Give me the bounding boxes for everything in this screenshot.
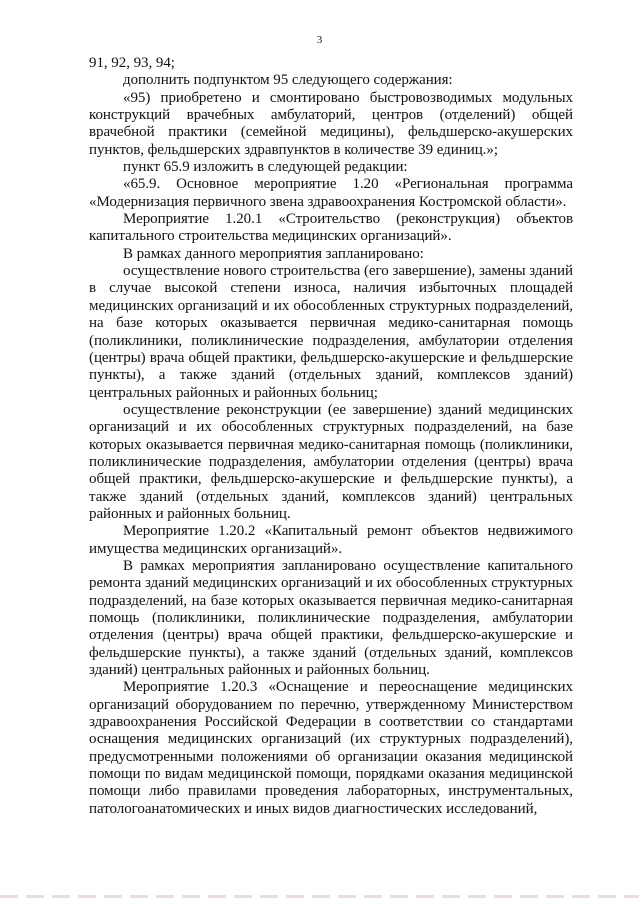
- paragraph-9: осуществление реконструкции (ее завершение) зданий медицинских организаций и их обособленных структурных подразделений, на базе которых оказывается первичная медико-санитарная помощь (поликлиники, поликлинические подразделения, амбулатории отделения (центры) врача общей практики, фельдшерско-акушерские и фельдшерские пункты), а также зданий (отдельных зданий, комплексов зданий) центральных районных и районных больниц.: [89, 401, 573, 522]
- paragraph-7: В рамках данного мероприятия запланировано:: [123, 245, 424, 262]
- paragraph-8: осуществление нового строительства (его завершение), замены зданий в случае высокой степени износа, наличия избыточных площадей медицинских организаций и их обособленных структурных подразделений, на базе которых оказывается первичная медико-санитарная помощь (поликлиники, поликлинические подразделения, амбулатории отделения (центры) врача общей практики, фельдшерско-акушерские и фельдшерские пункты), а также зданий (отдельных зданий, комплексов зданий) центральных районных и районных больниц;: [89, 263, 573, 401]
- paragraph-5: «65.9. Основное мероприятие 1.20 «Региональная программа «Модернизация первичного звена здравоохранения Костромской области».: [89, 176, 573, 210]
- page-number: 3: [316, 34, 323, 46]
- paragraph-6: Мероприятие 1.20.1 «Строительство (реконструкция) объектов капитального строительства медицинских организаций».: [89, 211, 573, 245]
- paragraph-2: дополнить подпунктом 95 следующего содержания:: [123, 72, 453, 89]
- paragraph-12: Мероприятие 1.20.3 «Оснащение и переоснащение медицинских организаций оборудованием по перечню, утвержденному Министерством здравоохранения Российской Федерации в соответствии со стандартами оснащения медицинских организаций (их структурных подразделений), предусмотренными положениями об организации оказания медицинской помощи по видам медицинской помощи, порядками оказания медицинской помощи либо правилами проведения лабораторных, инструментальных, патологоанатомических и иных видов диагностических исследований,: [89, 679, 573, 817]
- paragraph-10: Мероприятие 1.20.2 «Капитальный ремонт объектов недвижимого имущества медицинских организаций».: [89, 523, 573, 557]
- paragraph-3: «95) приобретено и смонтировано быстровозводимых модульных конструкций врачебных амбулаторий, центров (отделений) общей врачебной практики (семейной медицины), фельдшерско-акушерских пунктов, фельдшерских здравпунктов в количестве 39 единиц.»;: [89, 89, 573, 158]
- scan-edge-artifact: [0, 895, 639, 898]
- paragraph-1: 91, 92, 93, 94;: [89, 55, 175, 71]
- paragraph-4: пункт 65.9 изложить в следующей редакции:: [123, 159, 408, 176]
- document-body: [89, 55, 573, 818]
- paragraph-11: В рамках мероприятия запланировано осуществление капитального ремонта зданий медицинских организаций и их обособленных структурных подразделений, на базе которых оказывается первичная медико-санитарная помощь (поликлиники, поликлинические подразделения, амбулатории отделения (центры) врача общей практики, фельдшерско-акушерские и фельдшерские пункты), а также зданий (отдельных зданий, комплексов зданий) центральных районных и районных больниц.: [89, 557, 573, 679]
